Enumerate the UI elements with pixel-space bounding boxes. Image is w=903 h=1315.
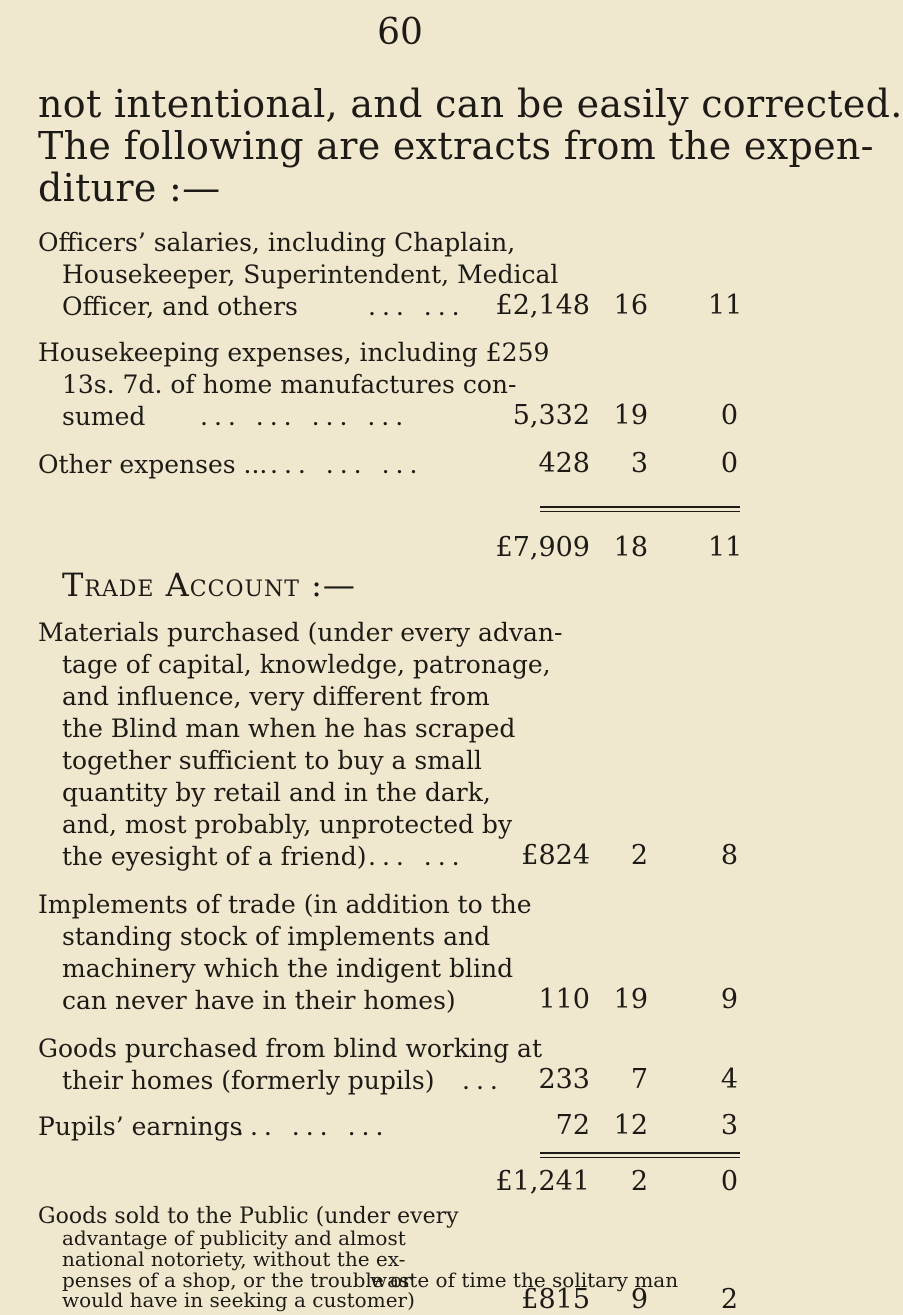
expense-3-shillings: 3 (630, 448, 648, 479)
trade-total-rule (540, 1152, 740, 1154)
intro-line-2: The following are extracts from the expen- (38, 124, 874, 168)
expense-2-line-2: 13s. 7d. of home manufactures con- (62, 370, 517, 399)
expense-2-line-1: Housekeeping expenses, including £259 (38, 338, 550, 367)
trade-1-line-1: Materials purchased (under every advan- (38, 618, 563, 647)
trade-3-leader-dots: ... (462, 1066, 504, 1095)
goods-sold-pence: 2 (720, 1284, 738, 1315)
goods-sold-pounds: £815 (521, 1284, 590, 1315)
expense-1-pounds: £2,148 (495, 290, 590, 321)
trade-4-leader-dots: ... ... ... (236, 1112, 390, 1141)
expense-1-shillings: 16 (613, 290, 648, 321)
intro-line-3: diture :— (38, 166, 221, 210)
goods-sold-line-4: penses of a shop, or the trouble or (62, 1268, 412, 1292)
expense-3-leader-dots: ... ... ... (270, 450, 424, 479)
trade-total-rule-2 (540, 1157, 740, 1158)
expenditure-total-rule (540, 506, 740, 508)
trade-total-pence: 0 (720, 1166, 738, 1197)
trade-2-line-4: can never have in their homes) (62, 986, 456, 1015)
expense-2-pence: 0 (720, 400, 738, 431)
trade-2-shillings: 19 (613, 984, 648, 1015)
goods-sold-line-2: advantage of publicity and almost (62, 1226, 406, 1250)
trade-3-pence: 4 (720, 1064, 738, 1095)
trade-1-pounds: £824 (521, 840, 590, 871)
expense-1-line-3: Officer, and others (62, 292, 298, 321)
trade-4-pounds: 72 (555, 1110, 590, 1141)
goods-sold-shillings: 9 (630, 1284, 648, 1315)
trade-1-line-4: the Blind man when he has scraped (62, 714, 516, 743)
goods-sold-line-6: would have in seeking a customer) (62, 1288, 415, 1312)
expenditure-total-shillings: 18 (613, 532, 648, 563)
trade-1-line-2: tage of capital, knowledge, patronage, (62, 650, 551, 679)
trade-1-line-5: together sufficient to buy a small (62, 746, 482, 775)
expenditure-total-pounds: £7,909 (495, 532, 590, 563)
trade-4-shillings: 12 (613, 1110, 648, 1141)
trade-2-pounds: 110 (538, 984, 590, 1015)
expense-1-line-1: Officers’ salaries, including Chaplain, (38, 228, 516, 257)
expense-1-leader-dots: ... ... (368, 292, 466, 321)
expense-3-pence: 0 (720, 448, 738, 479)
expense-3-pounds: 428 (538, 448, 590, 479)
trade-1-line-7: and, most probably, unprotected by (62, 810, 513, 839)
trade-2-line-3: machinery which the indigent blind (62, 954, 514, 983)
expense-2-line-3: sumed (62, 402, 146, 431)
goods-sold-line-3: national notoriety, without the ex- (62, 1247, 406, 1271)
expense-2-leader-dots: ... ... ... ... (200, 402, 410, 431)
page-number: 60 (377, 12, 423, 53)
trade-3-shillings: 7 (630, 1064, 648, 1095)
expense-3-line-1: Other expenses ... (38, 450, 268, 479)
trade-1-line-6: quantity by retail and in the dark, (62, 778, 491, 807)
expense-1-pence: 11 (708, 290, 743, 321)
trade-total-shillings: 2 (630, 1166, 648, 1197)
trade-3-pounds: 233 (538, 1064, 590, 1095)
trade-2-line-2: standing stock of implements and (62, 922, 491, 951)
trade-total-pounds: £1,241 (495, 1166, 590, 1197)
trade-2-line-1: Implements of trade (in addition to the (38, 890, 532, 919)
trade-1-leader-dots: ... ... (368, 842, 466, 871)
goods-sold-line-5: waste of time the solitary man (370, 1268, 679, 1292)
expenditure-total-rule-2 (540, 511, 740, 512)
goods-sold-line-1: Goods sold to the Public (under every (38, 1204, 459, 1229)
trade-1-pence: 8 (720, 840, 738, 871)
trade-4-pence: 3 (720, 1110, 738, 1141)
trade-3-line-1: Goods purchased from blind working at (38, 1034, 542, 1063)
expense-2-shillings: 19 (613, 400, 648, 431)
trade-1-line-3: and influence, very different from (62, 682, 490, 711)
trade-2-pence: 9 (720, 984, 738, 1015)
trade-1-line-8: the eyesight of a friend) (62, 842, 367, 871)
trade-1-shillings: 2 (630, 840, 648, 871)
trade-account-heading: Trade Account :— (62, 566, 356, 604)
expenditure-total-pence: 11 (708, 532, 743, 563)
trade-4-line-1: Pupils’ earnings (38, 1112, 243, 1141)
trade-3-line-2: their homes (formerly pupils) (62, 1066, 435, 1095)
expense-1-line-2: Housekeeper, Superintendent, Medical (62, 260, 559, 289)
intro-line-1: not intentional, and can be easily corrected. (38, 82, 903, 126)
expense-2-pounds: 5,332 (512, 400, 590, 431)
